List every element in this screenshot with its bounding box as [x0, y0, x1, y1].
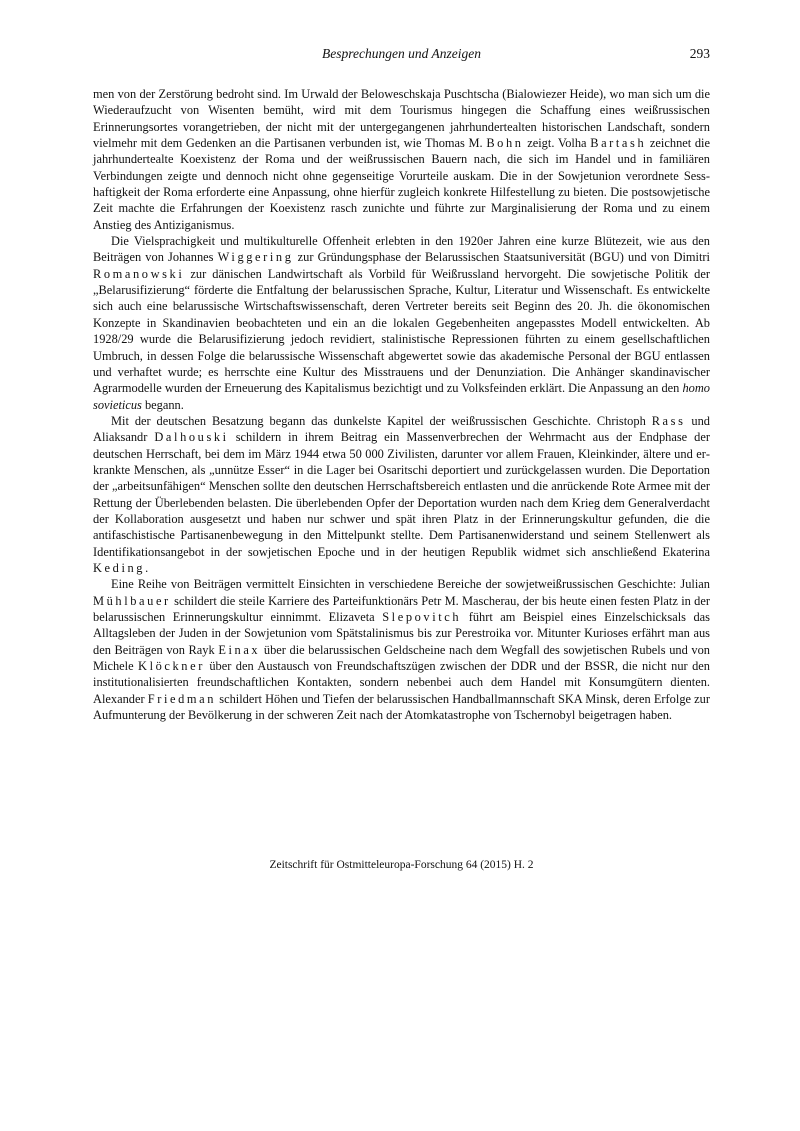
- text-run: schildern in ihrem Beitrag ein Massenverbrechen der Wehrmacht aus der Endphase der deutschen Herrschaft, bei dem im März 1944 etwa 50 000 Zivilisten, darunter vor allem Frauen, Kleinkinder, ältere und erkrankte Menschen, als „unnütze Esser“ in die Lager bei Osaritschi deportiert und zurückgelassen wurden. Die Deportation der „arbeitsunfähigen“ Menschen sollte den deutschen Herrschaftsbereich entlasten und die anrückende Rote Armee mit der Rettung der Überlebenden belasten. Die überlebenden Opfer der Deportation wurden nach dem Krieg dem Generalverdacht der Kollaboration ausgesetzt und haben nur schwer und spät ihren Platz in der Erinnerungskultur gefunden, die die antifaschistische Partisanenbewegung in den Mittelpunkt stellte. Dem Partisanenwiderstand und seinem Stellenwert als Identifikationsangebot in der sowjetischen Epoche und in der heutigen Republik widmet sich anschließend Ekaterina: [93, 430, 710, 559]
- paragraph-4: [93, 576, 710, 723]
- text-run: zur Gründungsphase der Belarussischen Staatsuniversität (BGU) und von Dimitri: [293, 250, 710, 265]
- paragraph-1: [93, 86, 710, 233]
- running-title: Besprechungen und Anzeigen: [322, 46, 481, 61]
- text-run: begann.: [141, 397, 184, 412]
- paragraph-2: [93, 233, 710, 413]
- page-header: [93, 44, 710, 64]
- author-name: Wiggering: [217, 250, 294, 265]
- author-name: Bohn: [486, 136, 524, 151]
- text-run: zur dänischen Landwirtschaft als Vorbild für Weißrussland hervorgeht. Die sowjetische Politik der „Belarusifizierung“ förderte die Entfaltung der belarussischen Sprache, Kultur, Literatur und Wissenschaft. Es entwickelte sich auch eine belarussische Wirtschaftswissenschaft, deren Vertreter bereits seit Beginn des 20. Jh. die ökonomischen Konzepte in Skandinavien beobachteten und ein an die lokalen Gegebenheiten angepasstes Modell entwickelten. Ab 1928/29 wurde die Belarusifizierung jedoch revidiert, stalinistische Repressionen führten zu einem gesellschaftlichen Umbruch, in dessen Folge die belarussische Wissenschaft abgewertet sowie das akademische Personal der BGU entlassen und verhaftet wurde; es herrschte eine Kultur des Misstrauens und der Denunziation. Die Anhänger skandinavischer Agrarmodelle wurden der Erneuerung des Kapitalismus bezichtigt und zu Volksfeinden erklärt. Die Anpassung an den: [93, 266, 710, 396]
- text-run: zeichnet die jahrhundertealte Koexistenz der Roma und der weißrussischen Bauern nach, die sich im Handel und in familiären Verbindungen zeigte und dennoch nicht ohne gegenseitige Vorurteile auskam. Die in der Sowjetunion verordnete Sesshaftigkeit der Roma erforderte eine Anpassung, ohne hierfür zugleich konkrete Hilfestellung zu bieten. Die postsowjetische Zeit machte die Erfahrungen der Koexistenz rasch zunichte und führte zur Marginalisierung der Roma und zu einem Anstieg des Antiziganismus.: [93, 136, 710, 232]
- author-name: Keding: [93, 560, 146, 575]
- author-name: Einax: [218, 642, 261, 657]
- author-name: Friedman: [147, 691, 217, 706]
- author-name: Mühlbauer: [93, 593, 171, 608]
- author-name: Klöckner: [138, 659, 205, 674]
- page-number: 293: [689, 46, 710, 61]
- text-run: Die Vielsprachigkeit und multikulturelle Offenheit erlebten in den 1920er Jahren eine kurze Blütezeit, wie aus den Beiträgen von Johannes: [93, 234, 710, 265]
- journal-footer: Zeitschrift für Ostmitteleuropa-Forschung 64 (2015) H. 2: [269, 859, 534, 871]
- author-name: Dalhouski: [154, 430, 229, 445]
- author-name: Bartash: [590, 136, 647, 151]
- text-run: über den Austausch von Freundschaftszügen zwischen der DDR und der BSSR, die nicht nur den institutionalisierten freundschaftlichen Kontakten, sondern nebenbei auch dem Handel mit Konsumgütern dienten. Alexander: [93, 659, 710, 706]
- text-run: zeigt. Volha: [523, 136, 591, 151]
- paragraph-3: [93, 413, 710, 576]
- text-run: und Aliaksandr: [93, 413, 711, 445]
- author-name: Rass: [651, 413, 686, 428]
- review-body: [93, 86, 710, 723]
- text-run: men von der Zerstörung bedroht sind. Im Urwald der Beloweschskaja Puschtscha (Bialowiezer Heide), wo man sich um die Wiederaufzucht von Wisenten bemüht, wird mit dem Tourismus hingegen die Schaffung eines weißrussischen Erinnerungsortes vorangetrieben, der nicht mit der untergegangenen jahrhundertealten historischen Landschaft, sondern vielmehr mit dem Gedenken an die Partisanen verbunden ist, wie Thomas M.: [93, 87, 710, 151]
- text-run: Eine Reihe von Beiträgen vermittelt Einsichten in verschiedene Bereiche der sowjetweißrussischen Geschichte: Julian: [111, 577, 710, 592]
- text-run: .: [145, 560, 149, 575]
- emphasis-text: homo sovieticus: [93, 381, 710, 412]
- text-run: schildert die steile Karriere des Parteifunktionärs Petr M. Mascherau, der bis heute einen festen Platz in der belarussischen Erinnerungskultur einnimmt. Elizaveta: [93, 593, 710, 624]
- author-name: Romanowski: [93, 266, 185, 281]
- text-run: führt am Beispiel eines Einzelschicksals das Alltagsleben der Juden in der Sowjetunion vom Spätstalinismus bis zur Perestroika vor. Mitunter Kurioses erfährt man aus den Beiträgen von Rayk: [93, 610, 710, 657]
- author-name: Slepovitch: [382, 610, 462, 624]
- text-run: schildert Höhen und Tiefen der belarussischen Handballmannschaft SKA Minsk, deren Erfolge zur Aufmunterung der Bevölkerung in der schweren Zeit nach der Atomkatastrophe von Tschernobyl beigetragen haben.: [93, 691, 711, 723]
- text-run: über die belarussischen Geldscheine nach dem Wegfall des sowjetischen Rubels und von Michele: [93, 642, 710, 674]
- text-run: Mit der deutschen Besatzung begann das dunkelste Kapitel der weißrussischen Geschichte. Christoph: [111, 413, 652, 428]
